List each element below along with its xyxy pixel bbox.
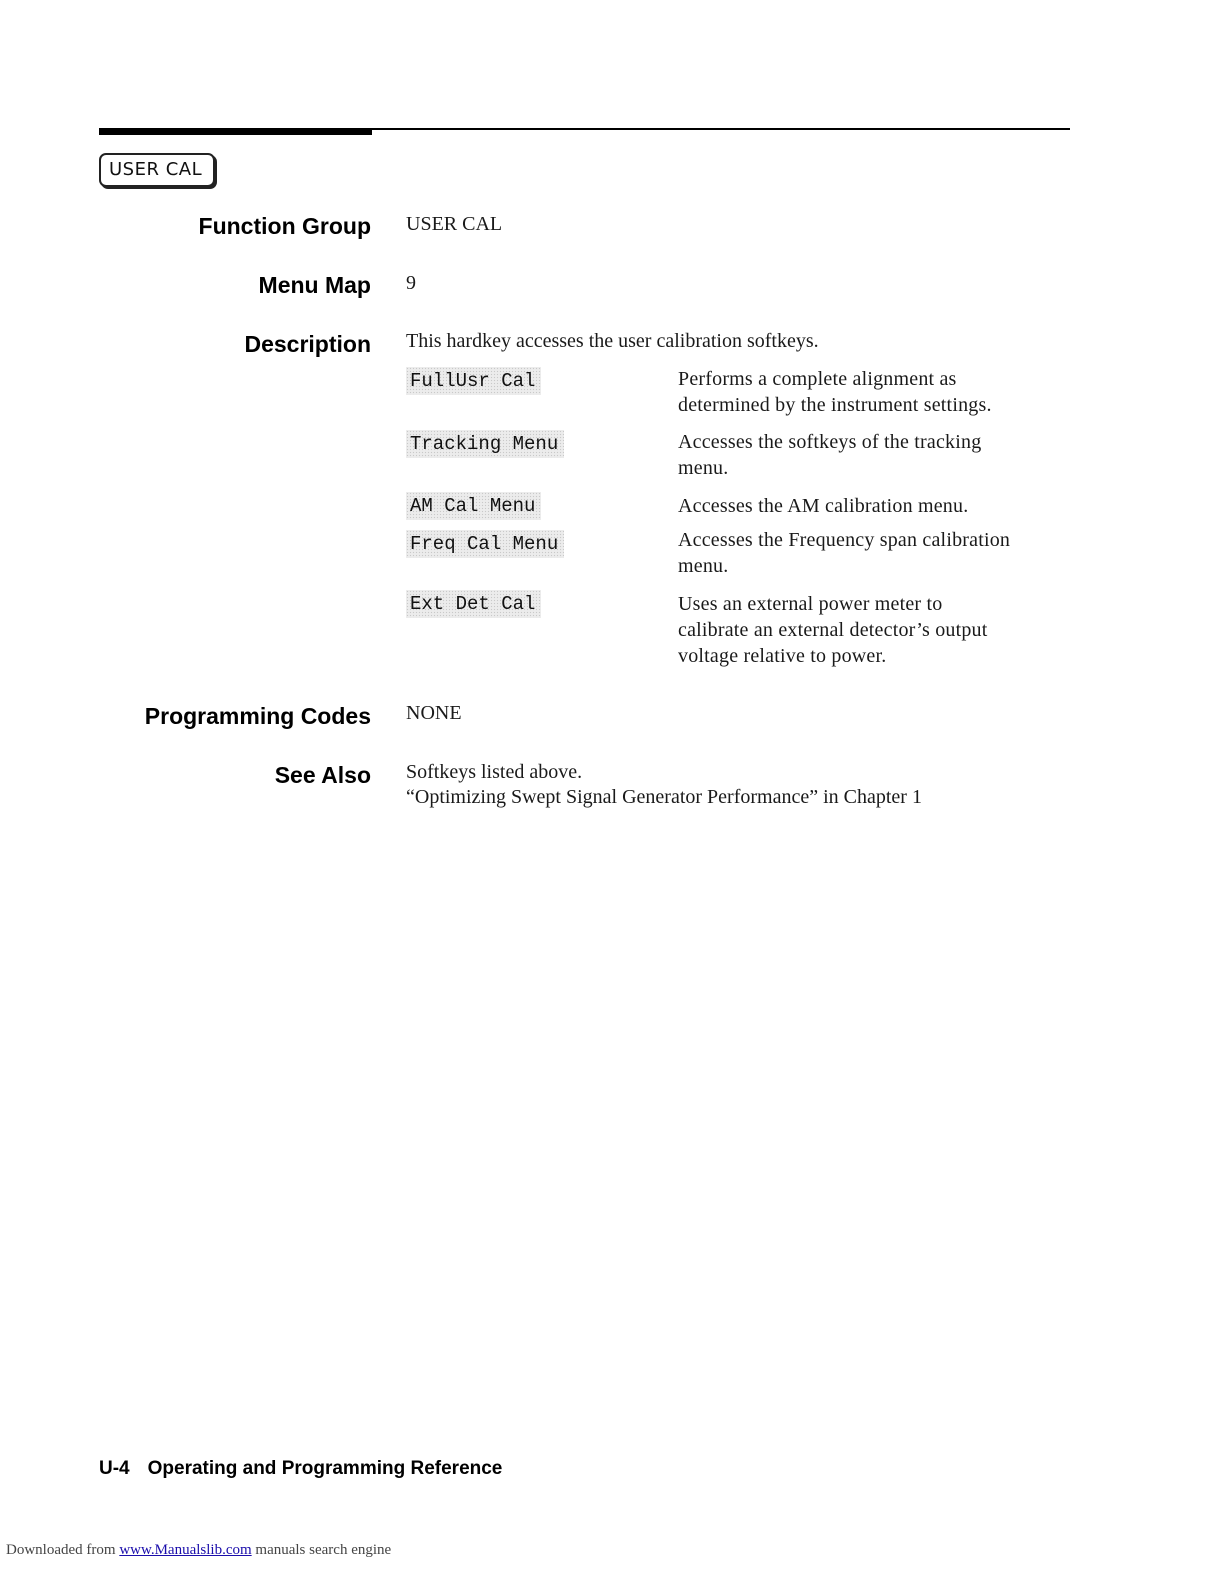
see-also-item: “Optimizing Swept Signal Generator Performance” in Chapter 1 (406, 786, 922, 808)
programming-codes-label: Programming Codes (144, 703, 371, 729)
softkey-fullusr-cal: FullUsr Cal (406, 367, 541, 395)
programming-codes-value: NONE (406, 702, 462, 724)
description-intro: This hardkey accesses the user calibration softkeys. (406, 330, 819, 352)
page-number: U-4 (99, 1458, 130, 1479)
see-also-list (406, 760, 922, 810)
download-suffix: manuals search engine (255, 1542, 392, 1558)
function-group-value: USER CAL (406, 213, 503, 235)
menu-map-label: Menu Map (258, 272, 371, 298)
description-line: Accesses the softkeys of the tracking (678, 431, 982, 453)
see-also-label: See Also (274, 762, 371, 788)
header-rule-thick (99, 128, 372, 135)
softkey-am-cal-menu-description (678, 493, 1070, 519)
softkey-ext-det-cal-description (678, 591, 1070, 669)
description-line: Accesses the AM calibration menu. (678, 495, 969, 517)
footer-title: Operating and Programming Reference (147, 1458, 503, 1479)
see-also-item: Softkeys listed above. (406, 761, 583, 783)
softkey-ext-det-cal: Ext Det Cal (406, 590, 541, 618)
softkey-freq-cal-menu: Freq Cal Menu (406, 530, 564, 558)
download-prefix: Downloaded from (6, 1542, 116, 1558)
softkey-tracking-menu-description (678, 429, 1070, 481)
description-line: determined by the instrument settings. (678, 394, 992, 416)
description-line: voltage relative to power. (678, 645, 887, 667)
description-line: menu. (678, 457, 729, 479)
manualslib-link[interactable]: www.Manualslib.com (119, 1542, 252, 1558)
description-line: Uses an external power meter to (678, 593, 943, 615)
description-line: Performs a complete alignment as (678, 368, 957, 390)
description-line: Accesses the Frequency span calibration (678, 529, 1011, 551)
download-note (6, 1542, 391, 1559)
page-footer (99, 1458, 502, 1480)
menu-map-value: 9 (406, 272, 416, 294)
function-group-label: Function Group (198, 213, 371, 239)
softkey-fullusr-cal-description (678, 366, 1070, 418)
header-rule-thin (372, 128, 1070, 130)
softkey-tracking-menu: Tracking Menu (406, 430, 564, 458)
description-line: calibrate an external detector’s output (678, 619, 988, 641)
description-label: Description (244, 331, 371, 357)
softkey-am-cal-menu: AM Cal Menu (406, 492, 541, 520)
description-line: menu. (678, 555, 729, 577)
user-cal-hardkey: USER CAL (99, 153, 215, 187)
softkey-freq-cal-menu-description (678, 527, 1070, 579)
